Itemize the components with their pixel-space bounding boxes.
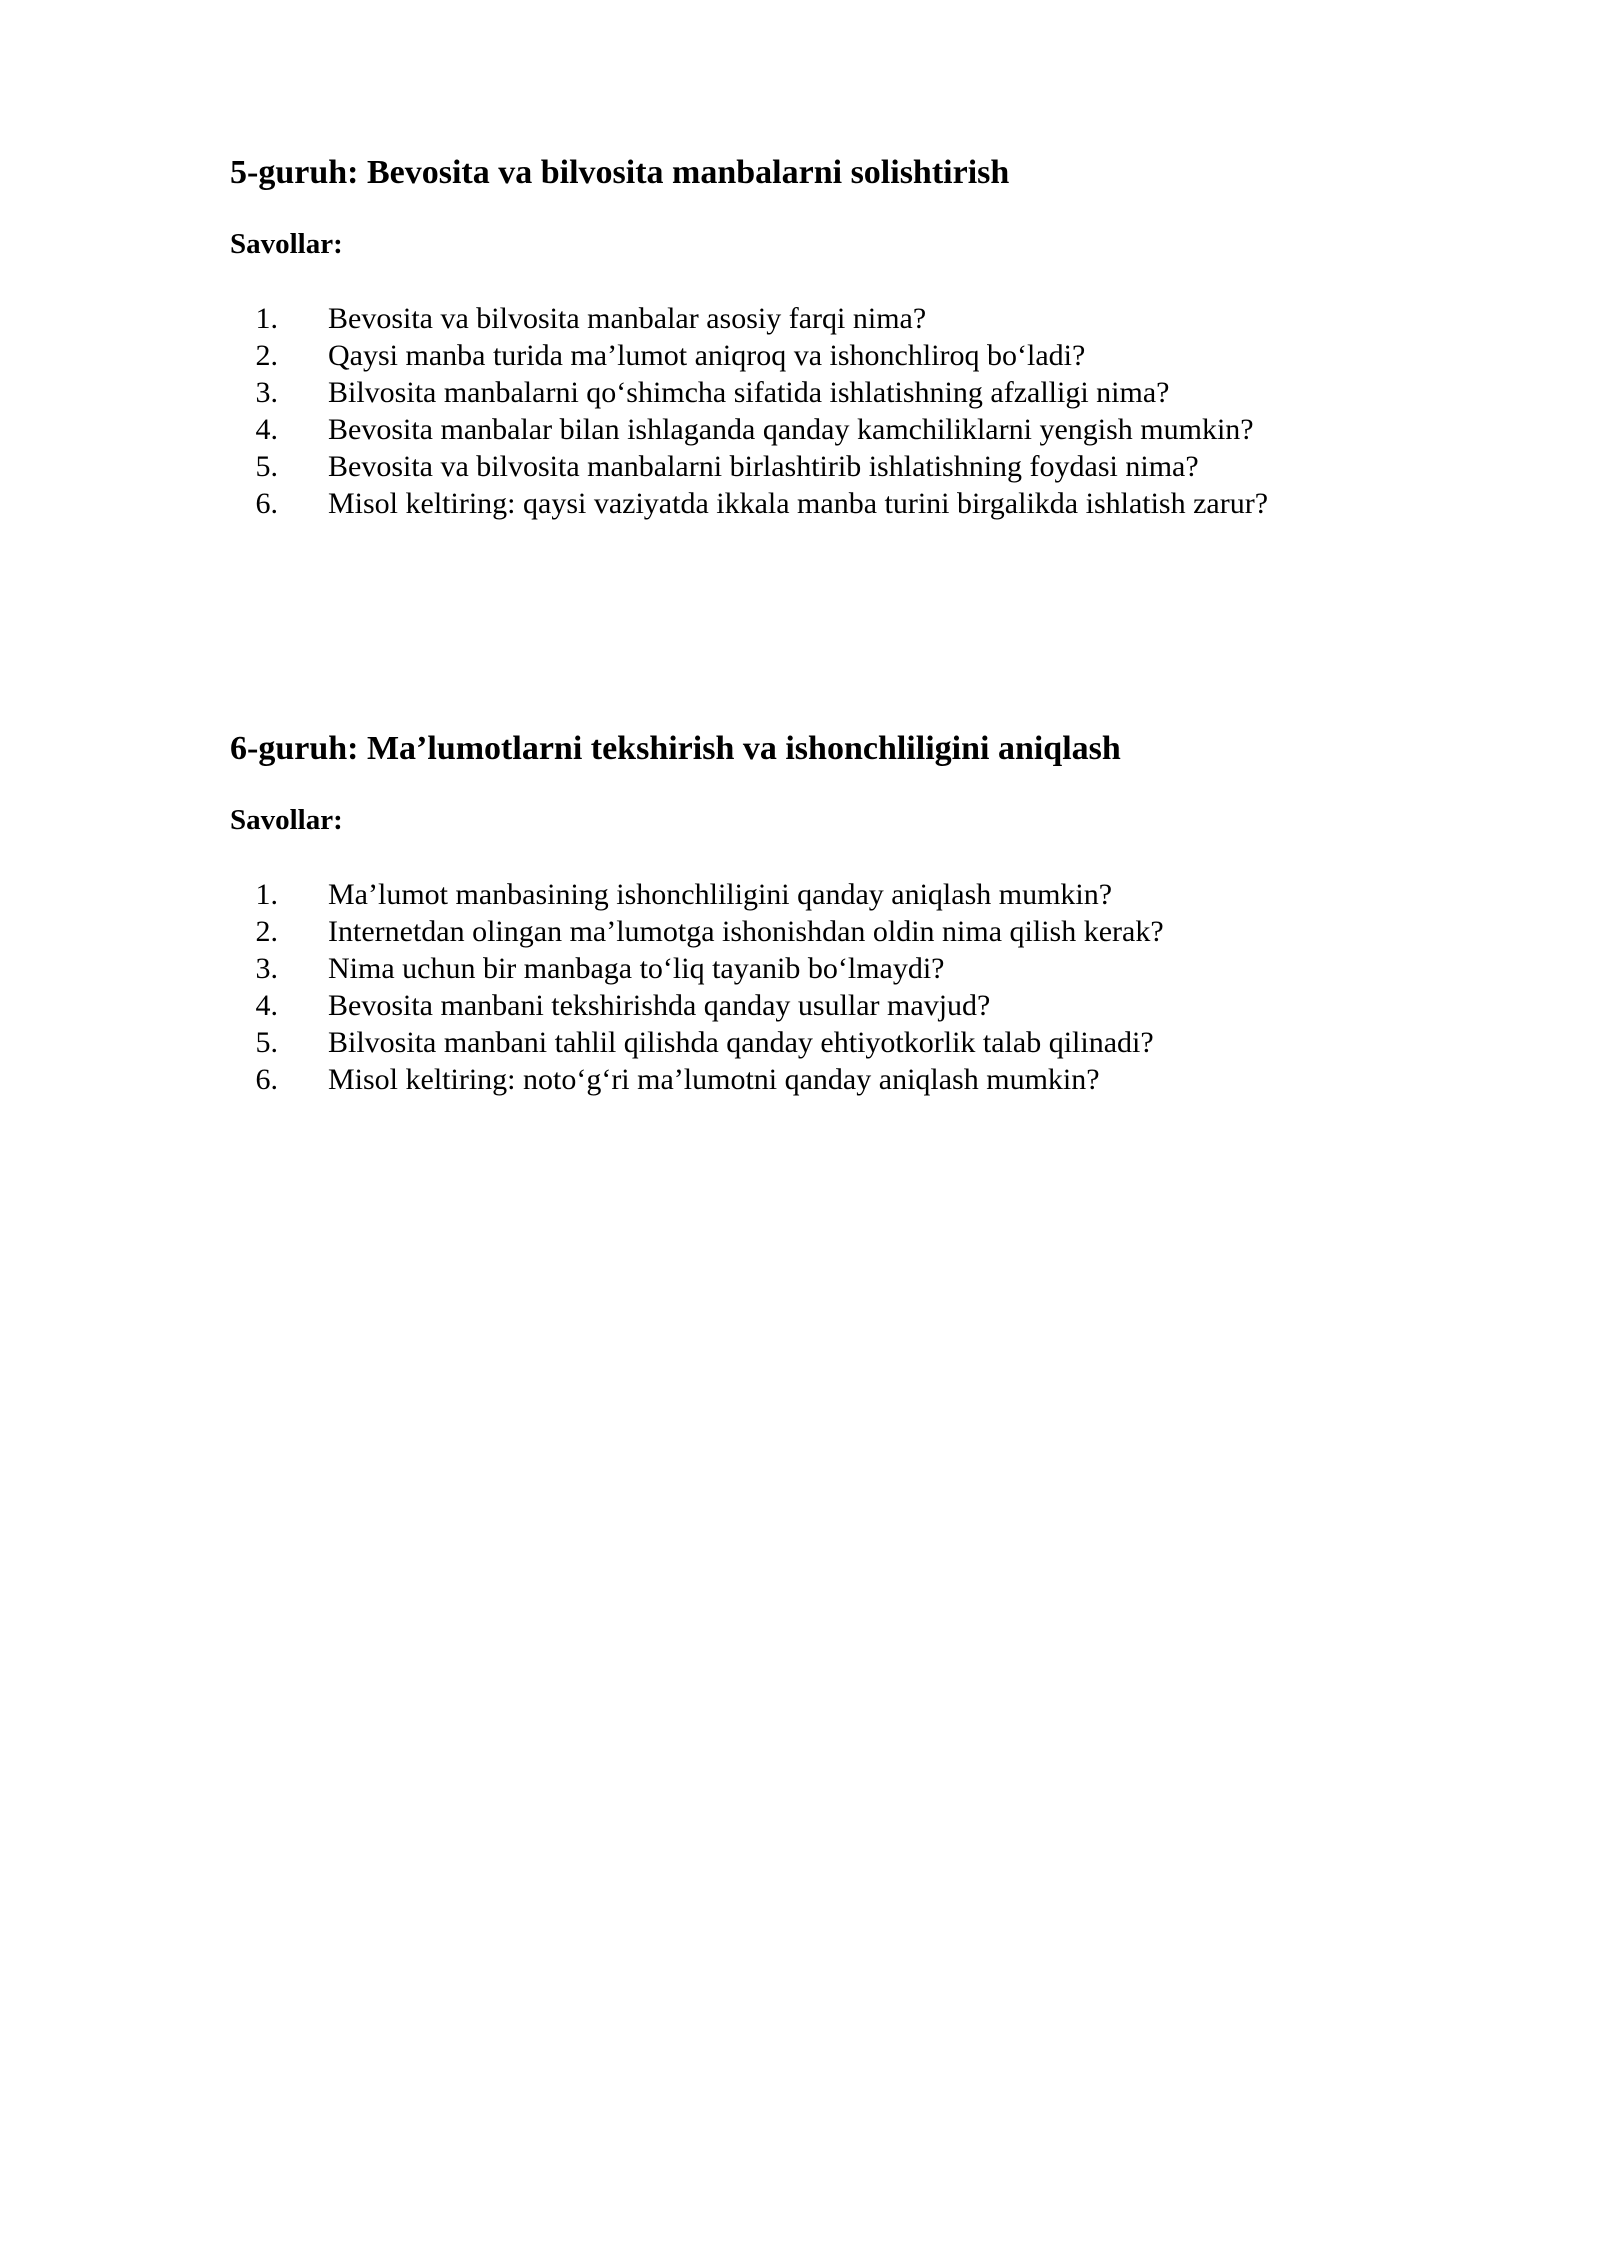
- question-text: Bilvosita manbani tahlil qilishda qanday ehtiyotkorlik talab qilinadi?: [328, 1026, 1154, 1059]
- list-item: [230, 987, 1430, 1024]
- question-text: Bevosita manbalar bilan ishlaganda qanday kamchiliklarni yengish mumkin?: [328, 413, 1254, 446]
- question-list: [230, 300, 1430, 522]
- list-item: [230, 1024, 1430, 1061]
- question-number: 6.: [255, 487, 278, 520]
- list-item: [230, 337, 1430, 374]
- question-text: Misol keltiring: noto‘g‘ri ma’lumotni qanday aniqlash mumkin?: [328, 1063, 1100, 1096]
- section-heading: 6-guruh: Ma’lumotlarni tekshirish va ishonchliligini aniqlash: [230, 730, 1121, 767]
- question-text: Bevosita manbani tekshirishda qanday usullar mavjud?: [328, 989, 991, 1022]
- question-number: 2.: [255, 339, 278, 372]
- list-item: [230, 448, 1430, 485]
- list-item: [230, 300, 1430, 337]
- list-item: [230, 485, 1430, 522]
- question-number: 6.: [255, 1063, 278, 1096]
- list-item: [230, 1061, 1430, 1098]
- question-number: 5.: [255, 1026, 278, 1059]
- list-item: [230, 411, 1430, 448]
- questions-label: Savollar:: [230, 228, 343, 260]
- group-6-section: [230, 724, 1430, 1098]
- list-item: [230, 876, 1430, 913]
- section-heading: 5-guruh: Bevosita va bilvosita manbalarni solishtirish: [230, 154, 1010, 191]
- question-number: 1.: [255, 302, 278, 335]
- question-text: Bilvosita manbalarni qo‘shimcha sifatida ishlatishning afzalligi nima?: [328, 376, 1170, 409]
- question-number: 4.: [255, 989, 278, 1022]
- question-text: Internetdan olingan ma’lumotga ishonishdan oldin nima qilish kerak?: [328, 915, 1164, 948]
- group-5-section: [230, 148, 1430, 522]
- question-list: [230, 876, 1430, 1098]
- question-number: 3.: [255, 952, 278, 985]
- question-number: 2.: [255, 915, 278, 948]
- list-item: [230, 913, 1430, 950]
- list-item: [230, 374, 1430, 411]
- question-text: Ma’lumot manbasining ishonchliligini qanday aniqlash mumkin?: [328, 878, 1113, 911]
- question-number: 4.: [255, 413, 278, 446]
- question-text: Qaysi manba turida ma’lumot aniqroq va ishonchliroq bo‘ladi?: [328, 339, 1086, 372]
- question-text: Misol keltiring: qaysi vaziyatda ikkala manba turini birgalikda ishlatish zarur?: [328, 487, 1269, 520]
- question-text: Bevosita va bilvosita manbalarni birlashtirib ishlatishning foydasi nima?: [328, 450, 1199, 483]
- questions-label: Savollar:: [230, 804, 343, 836]
- question-text: Bevosita va bilvosita manbalar asosiy farqi nima?: [328, 302, 927, 335]
- question-text: Nima uchun bir manbaga to‘liq tayanib bo‘lmaydi?: [328, 952, 945, 985]
- question-number: 3.: [255, 376, 278, 409]
- list-item: [230, 950, 1430, 987]
- question-number: 1.: [255, 878, 278, 911]
- question-number: 5.: [255, 450, 278, 483]
